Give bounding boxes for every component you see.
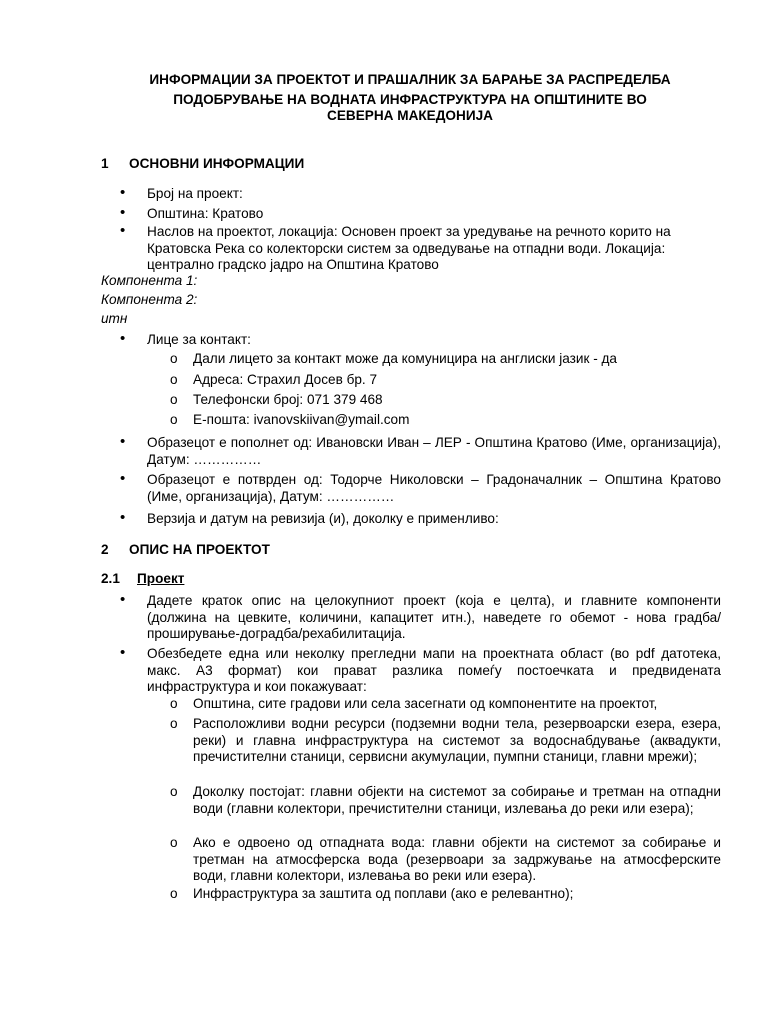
document-title-line-1: ИНФОРМАЦИИ ЗА ПРОЕКТОТ И ПРАШАЛНИК ЗА БАРАЊЕ ЗА РАСПРЕДЕЛБА — [149, 72, 671, 87]
sub-bullet-icon: o — [170, 351, 178, 366]
subsection-2-1-number: 2.1 — [101, 571, 120, 586]
sub-bullet-icon: o — [170, 696, 178, 711]
bullet-icon: • — [120, 509, 126, 526]
bullet-icon: • — [120, 222, 126, 239]
component-1-label: Компонента 1: — [101, 273, 198, 288]
maps-flood-protection-item: Инфраструктура за заштита од поплави (ако е релевантно); — [193, 886, 574, 901]
version-field: Верзија и датум на ревизија (и), доколку е применливо: — [147, 511, 499, 526]
contact-english-item: Дали лицето за контакт може да комуницира на англиски јазик - да — [193, 351, 617, 366]
project-title-location-field: Наслов на проектот, локација: Основен проект за уредување на речното корито на Кратовска Река со колекторски систем за одведување на отпадни води. Локација: централно градско јадро на Општина Кратово — [147, 224, 671, 272]
document-title-line-3: СЕВЕРНА МАКЕДОНИЈА — [327, 108, 493, 123]
contact-address-item: Адреса: Страхил Досев бр. 7 — [193, 372, 378, 387]
bullet-icon: • — [120, 591, 126, 608]
filled-by-field: Образецот е пополнет од: Ивановски Иван – ЛЕР - Општина Кратово (Име, организација), Датум: …………… — [147, 435, 721, 467]
sub-bullet-icon: o — [170, 886, 178, 901]
contact-phone-item: Телефонски број: 071 379 468 — [193, 392, 383, 407]
section-2-title: ОПИС НА ПРОЕКТОТ — [129, 542, 270, 557]
maps-stormwater-item: Ако е одвоено од отпадната вода: главни објекти на системот за собирање и третман на атмосферска вода (резервоари за задржување на атмосферските води, главни колектори, излевања во реки или езера). — [193, 835, 721, 883]
sub-bullet-icon: o — [170, 372, 178, 387]
contact-person-label: Лице за контакт: — [147, 332, 251, 347]
municipality-field: Општина: Кратово — [147, 206, 264, 221]
component-2-label: Компонента 2: — [101, 292, 198, 307]
maps-municipality-item: Општина, сите градови или села засегнати од компонентите на проектот, — [193, 696, 658, 711]
bullet-icon: • — [120, 470, 126, 487]
project-description-item: Дадете краток опис на целокупниот проект (која е целта), и главните компоненти (должина на цевките, количини, капацитет итн.), наведете го обемот - нова градба/проширување-доградба/рехабилитација. — [147, 593, 721, 641]
contact-email-item: Е-пошта: ivanovskiivan@ymail.com — [193, 412, 410, 427]
section-1-number: 1 — [101, 156, 109, 171]
bullet-icon: • — [120, 330, 126, 347]
sub-bullet-icon: o — [170, 392, 178, 407]
overview-maps-item: Обезбедете една или неколку прегледни мапи на проектната област (во pdf датотека, макс. А3 формат) кои прават разлика помеѓу постоечката и предвидената инфраструктура и кои покажуваат: — [147, 646, 721, 694]
subsection-2-1-title: Проект — [137, 571, 185, 586]
sub-bullet-icon: o — [170, 716, 178, 731]
document-title-line-2: ПОДОБРУВАЊЕ НА ВОДНАТА ИНФРАСТРУКТУРА НА ОПШТИНИТЕ ВО — [173, 92, 647, 107]
bullet-icon: • — [120, 433, 126, 450]
etc-label: итн — [101, 311, 128, 326]
maps-wastewater-item: Доколку постојат: главни објекти на системот за собирање и третман на отпадни води (главни колектори, пречистителни станици, излевања до реки или езера); — [193, 784, 721, 816]
bullet-icon: • — [120, 644, 126, 661]
project-number-field: Број на проект: — [147, 186, 243, 201]
bullet-icon: • — [120, 204, 126, 221]
bullet-icon: • — [120, 184, 126, 201]
section-2-number: 2 — [101, 542, 109, 557]
confirmed-by-field: Образецот е потврден од: Тодорче Николовски – Градоначалник – Општина Кратово (Име, организација), Датум: …………… — [147, 472, 721, 504]
sub-bullet-icon: o — [170, 835, 178, 850]
section-1-title: ОСНОВНИ ИНФОРМАЦИИ — [129, 156, 305, 171]
sub-bullet-icon: o — [170, 784, 178, 799]
sub-bullet-icon: o — [170, 412, 178, 427]
maps-water-resources-item: Расположливи водни ресурси (подземни водни тела, резервоарски езера, езера, реки) и главна инфраструктура на системот за водоснабдување (аквадукти, пречистителни станици, сервисни акумулации, пумпни станици, главни мрежи); — [193, 716, 721, 764]
